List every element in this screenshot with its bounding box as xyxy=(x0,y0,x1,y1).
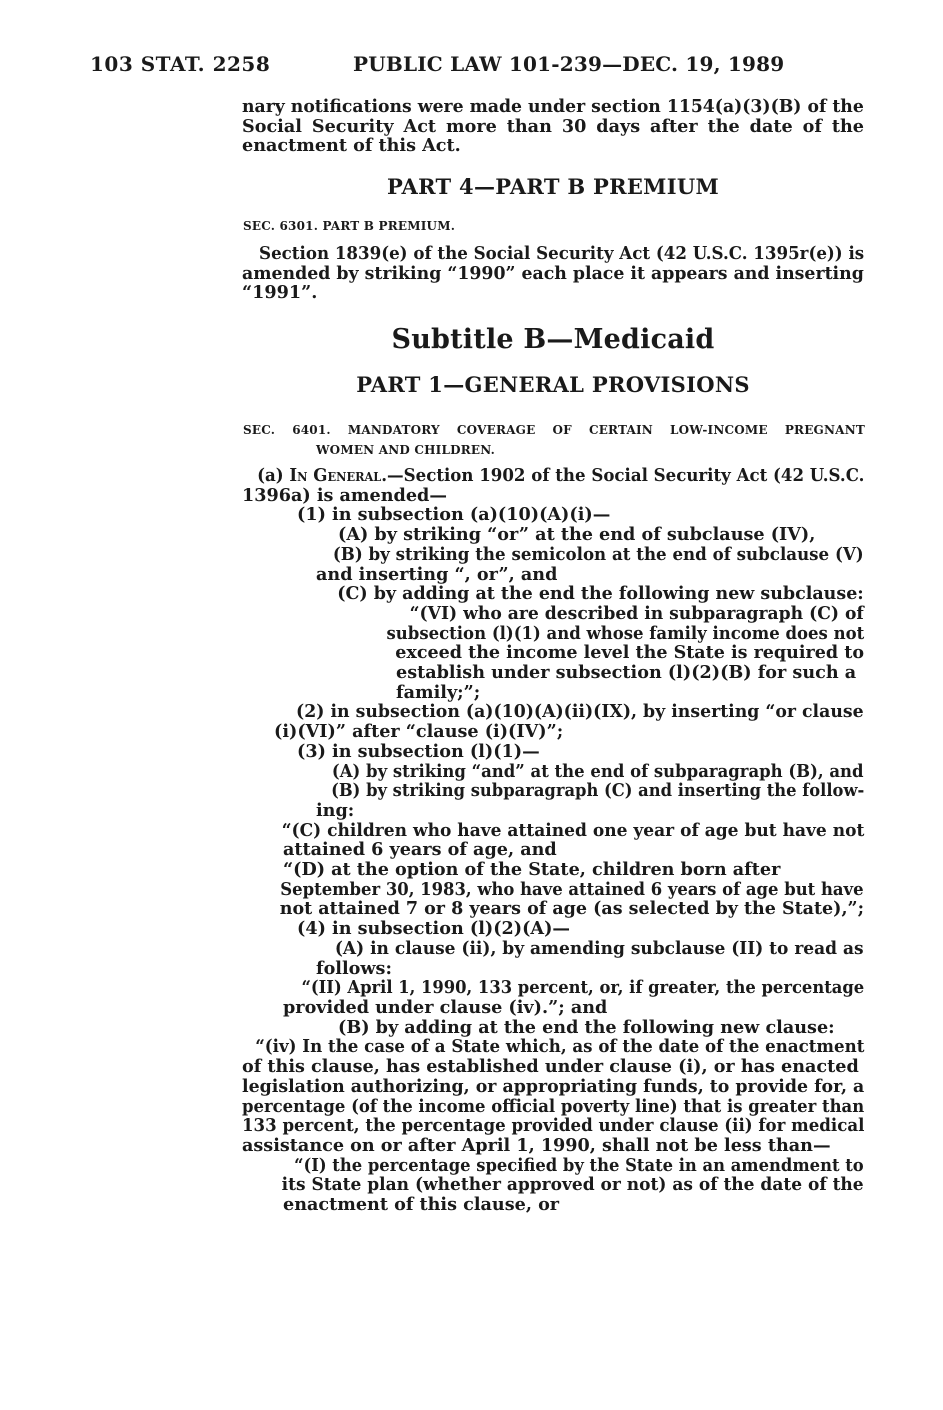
text-line: 1396a) is amended— xyxy=(242,484,447,506)
running-header xyxy=(90,52,870,82)
text-line: amended by striking “1990” each place it appears and inserting xyxy=(242,262,864,284)
section-6301-last-line xyxy=(242,283,864,303)
text-line: of this clause, has established under clause (i), or has enacted xyxy=(242,1056,859,1078)
text-line: exceed the income level the State is required to xyxy=(395,642,865,664)
text-line: September 30, 1983, who have attained 6 years of age but have xyxy=(280,878,864,900)
text-line: (A) in clause (ii), by amending subclause (II) to read as xyxy=(334,937,864,959)
text-line: (2) in subsection (a)(10)(A)(ii)(IX), by inserting “or clause xyxy=(296,701,864,723)
part4-heading: PART 4—PART B PREMIUM xyxy=(386,174,719,199)
text-line: percentage (of the income official poverty line) that is greater than xyxy=(242,1095,865,1117)
section-6401-heading-line2: WOMEN AND CHILDREN. xyxy=(316,443,496,457)
text-line: not attained 7 or 8 years of age (as selected by the State),”; xyxy=(279,898,865,920)
text-line: 133 percent, the percentage provided under clause (ii) for medical xyxy=(242,1115,865,1137)
section-6401-heading-line1: SEC. 6401. MANDATORY COVERAGE OF CERTAIN LOW-INCOME PREGNANT xyxy=(243,423,865,437)
text-line: “(I) the percentage specified by the State in an amendment to xyxy=(294,1154,864,1176)
text-line: “(II) April 1, 1990, 133 percent, or, if greater, the percentage xyxy=(301,977,865,999)
text-line: “(D) at the option of the State, children born after xyxy=(283,859,781,881)
text-line: “1991”. xyxy=(242,282,318,304)
law-title: PUBLIC LAW 101-239—DEC. 19, 1989 xyxy=(353,52,785,76)
section-6301-body xyxy=(242,244,864,283)
carryover-paragraph xyxy=(242,97,864,136)
text-line: “(iv) In the case of a State which, as of the date of the enactment xyxy=(255,1036,865,1058)
carryover-last-line xyxy=(242,136,864,156)
subtitle-b-heading: Subtitle B—Medicaid xyxy=(391,324,715,355)
text-line: enactment of this Act. xyxy=(242,135,461,157)
text-line: “(VI) who are described in subparagraph (C) of xyxy=(409,602,864,624)
text-line: and inserting “, or”, and xyxy=(316,563,558,585)
text-line: assistance on or after April 1, 1990, shall not be less than— xyxy=(242,1134,831,1156)
text-line: (B) by striking subparagraph (C) and inserting the follow- xyxy=(331,780,865,802)
text-line: provided under clause (iv).”; and xyxy=(283,996,608,1018)
section-6401-body xyxy=(242,466,864,1215)
text-line: ing: xyxy=(316,799,355,821)
text-line: “(C) children who have attained one year of age but have not xyxy=(281,819,865,841)
text-line: (A) by striking “and” at the end of subparagraph (B), and xyxy=(331,760,864,782)
text-line: legislation authorizing, or appropriating funds, to provide for, a xyxy=(242,1075,865,1097)
part1-heading: PART 1—GENERAL PROVISIONS xyxy=(356,372,750,397)
text-line: Social Security Act more than 30 days after the date of the xyxy=(242,115,864,137)
text-line: Section 1839(e) of the Social Security Act (42 U.S.C. 1395r(e)) is xyxy=(259,243,865,264)
text-line: enactment of this clause, or xyxy=(283,1194,560,1216)
text-line: (B) by adding at the end the following new clause: xyxy=(338,1016,835,1038)
text-run: —Section 1902 of the Social Security Act (42 U.S.C. xyxy=(387,465,865,486)
text-line: (B) by striking the semicolon at the end of subclause (V) xyxy=(332,543,864,565)
page-number: 103 STAT. 2258 xyxy=(90,52,271,76)
text-line: family;”; xyxy=(396,681,481,703)
subsection-caption: In General. xyxy=(289,465,388,486)
text-line: (C) by adding at the end the following new subclause: xyxy=(337,583,864,605)
text-line: subsection (l)(1) and whose family income does not xyxy=(386,622,865,644)
text-line: attained 6 years of age, and xyxy=(283,839,557,861)
subsection-a-first-line xyxy=(242,465,865,486)
text-line: follows: xyxy=(316,957,392,979)
text-line: establish under subsection (l)(2)(B) for such a xyxy=(396,662,857,684)
text-line: (i)(VI)” after “clause (i)(IV)”; xyxy=(274,721,564,743)
text-line: its State plan (whether approved or not) as of the date of the xyxy=(281,1174,864,1196)
text-line: nary notifications were made under section 1154(a)(3)(B) of the xyxy=(242,96,864,117)
text-line: (1) in subsection (a)(10)(A)(i)— xyxy=(297,504,611,526)
text-line: (A) by striking “or” at the end of subclause (IV), xyxy=(338,524,816,546)
text-line: (4) in subsection (l)(2)(A)— xyxy=(297,918,571,940)
text-line: (3) in subsection (l)(1)— xyxy=(297,740,540,762)
subsection-label: (a) xyxy=(257,465,284,486)
section-6301-heading: SEC. 6301. PART B PREMIUM. xyxy=(243,219,456,233)
